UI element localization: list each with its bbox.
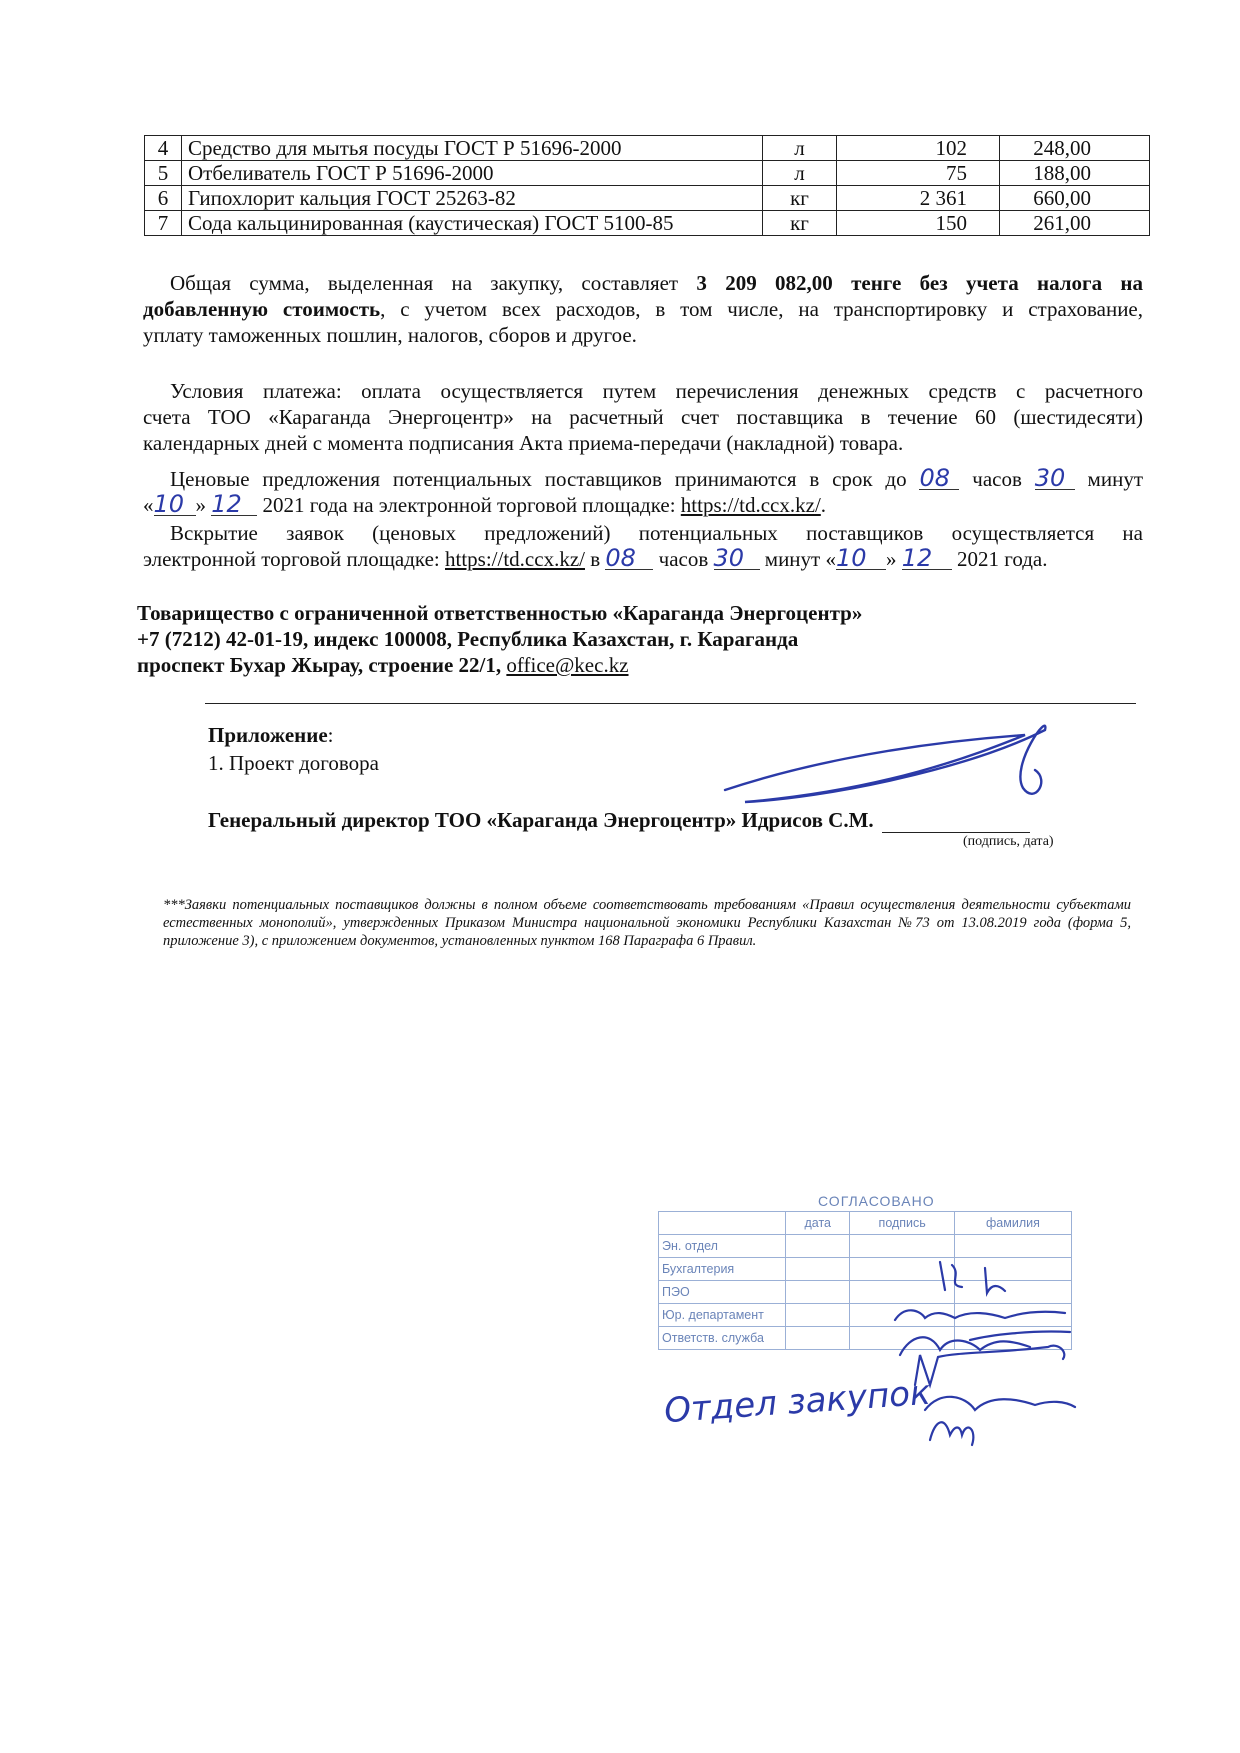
company-address: проспект Бухар Жырау, строение 22/1,: [137, 653, 507, 677]
opening-text-e: »: [885, 547, 902, 571]
stamp-title: СОГЛАСОВАНО: [818, 1193, 935, 1209]
total-paragraph: [143, 270, 1143, 348]
item-quantity-cell: 102: [837, 136, 1000, 161]
item-quantity-cell: 150: [837, 211, 1000, 236]
opening-hours: 08: [605, 547, 653, 570]
opening-text-d: минут «: [759, 547, 836, 571]
signature-line: [882, 812, 1030, 833]
handwritten-signatures: [640, 1260, 1160, 1460]
stamp-row: [659, 1235, 1072, 1258]
item-name-cell: Сода кальцинированная (каустическая) ГОСТ 5100-85: [182, 211, 763, 236]
items-table-body: [145, 136, 1150, 236]
item-unit-cell: л: [763, 136, 837, 161]
item-number-cell: 4: [145, 136, 182, 161]
item-quantity-cell: 75: [837, 161, 1000, 186]
total-text-3: уплату таможенных пошлин, налогов, сборов и другое.: [143, 323, 637, 347]
stamp-cell: [786, 1235, 850, 1258]
offers-text-hours: часов: [959, 467, 1035, 491]
offers-text-2: 2021 года на электронной торговой площадке:: [257, 493, 681, 517]
offers-minutes: 30: [1035, 467, 1075, 490]
total-vat-note: добавленную стоимость: [143, 297, 381, 321]
opening-line-1: Вскрытие заявок (ценовых предложений) потенциальных поставщиков осуществляется на: [170, 521, 1143, 545]
director-line: [208, 808, 1030, 833]
total-text: Общая сумма, выделенная на закупку, составляет: [170, 271, 697, 295]
signature-caption: (подпись, дата): [963, 834, 1054, 849]
stamp-row-label: Ответств. служба: [659, 1327, 786, 1350]
divider: [205, 703, 1136, 704]
item-unit-cell: кг: [763, 186, 837, 211]
director-signature: [705, 710, 1105, 810]
appendix-item: 1. Проект договора: [208, 751, 379, 775]
item-name-cell: Отбеливатель ГОСТ Р 51696-2000: [182, 161, 763, 186]
offers-hours: 08: [919, 467, 959, 490]
opening-text-f: 2021 года.: [951, 547, 1048, 571]
payment-line-3: календарных дней с момента подписания Акта приема-передачи (накладной) товара.: [143, 431, 904, 455]
offers-quote-close: »: [195, 493, 206, 517]
item-quantity-cell: 2 361: [837, 186, 1000, 211]
offers-quote-open: «: [143, 493, 154, 517]
stamp-row-label: Эн. отдел: [659, 1235, 786, 1258]
item-price-cell: 188,00: [1000, 161, 1150, 186]
stamp-cell: [954, 1235, 1071, 1258]
company-block: [137, 600, 862, 678]
offers-text: Ценовые предложения потенциальных поставщиков принимаются в срок до: [170, 467, 920, 491]
stamp-header-row: [659, 1212, 1072, 1235]
items-table: [144, 135, 1150, 236]
table-row: [145, 186, 1150, 211]
payment-line-1: Условия платежа: оплата осуществляется путем перечисления денежных средств с расчетного: [170, 379, 1143, 403]
offers-paragraph: [143, 466, 1143, 518]
item-price-cell: 261,00: [1000, 211, 1150, 236]
opening-month: 12: [902, 547, 952, 570]
appendix-heading: Приложение: [208, 723, 328, 747]
stamp-row-label: Бухгалтерия: [659, 1258, 786, 1281]
item-price-cell: 248,00: [1000, 136, 1150, 161]
footnote: ***Заявки потенциальных поставщиков должны в полном объеме соответствовать требованиям «Правил осуществления деятельности субъектами естественных монополий», утвержденных Приказом Министра национальной экономики Республики Казахстан №73 от 13.08.2019 года (форма 5, приложение 3), с приложением документов, установленных пунктом 168 Параграфа 6 Правил.: [163, 897, 1131, 949]
payment-line-2: счета ТОО «Караганда Энергоцентр» на расчетный счет поставщика в течение 60 (шестидесяти): [143, 405, 1143, 429]
offers-day: 10: [154, 493, 196, 516]
item-unit-cell: л: [763, 161, 837, 186]
company-name: Товарищество с ограниченной ответственностью «Караганда Энергоцентр»: [137, 601, 863, 625]
table-row: [145, 161, 1150, 186]
item-number-cell: 7: [145, 211, 182, 236]
stamp-header-cell: подпись: [850, 1212, 954, 1235]
offers-url-link[interactable]: https://td.ccx.kz/: [680, 493, 821, 517]
stamp-header-cell: дата: [786, 1212, 850, 1235]
stamp-cell: [850, 1235, 954, 1258]
total-amount: 3 209 082,00 тенге без учета налога на: [696, 271, 1143, 295]
offers-text-minutes: минут: [1074, 467, 1144, 491]
handwritten-note: Отдел закупок: [662, 1372, 932, 1432]
appendix-colon: :: [327, 723, 334, 747]
total-text-2: , с учетом всех расходов, в том числе, на транспортировку и страхование,: [380, 297, 1143, 321]
stamp-header-cell: фамилия: [954, 1212, 1071, 1235]
opening-paragraph: [143, 520, 1143, 572]
table-row: [145, 136, 1150, 161]
opening-text-b: в: [584, 547, 606, 571]
item-name-cell: Средство для мытья посуды ГОСТ Р 51696-2000: [182, 136, 763, 161]
appendix-block: [208, 721, 379, 777]
stamp-header-blank: [659, 1212, 786, 1235]
opening-day: 10: [836, 547, 886, 570]
offers-month: 12: [211, 493, 257, 516]
item-unit-cell: кг: [763, 211, 837, 236]
payment-paragraph: [143, 378, 1143, 456]
item-name-cell: Гипохлорит кальция ГОСТ 25263-82: [182, 186, 763, 211]
opening-text-c: часов: [653, 547, 714, 571]
opening-text: электронной торговой площадке:: [143, 547, 445, 571]
stamp-row-label: Юр. департамент: [659, 1304, 786, 1327]
offers-period: .: [820, 493, 827, 517]
stamp-row-label: ПЭО: [659, 1281, 786, 1304]
company-contacts: +7 (7212) 42-01-19, индекс 100008, Республика Казахстан, г. Караганда: [137, 627, 799, 651]
opening-minutes: 30: [714, 547, 760, 570]
item-number-cell: 5: [145, 161, 182, 186]
item-number-cell: 6: [145, 186, 182, 211]
item-price-cell: 660,00: [1000, 186, 1150, 211]
company-email-link[interactable]: office@kec.kz: [506, 653, 629, 677]
director-title: Генеральный директор ТОО «Караганда Энергоцентр» Идрисов С.М.: [208, 808, 874, 832]
opening-url-link[interactable]: https://td.ccx.kz/: [445, 547, 585, 571]
table-row: [145, 211, 1150, 236]
